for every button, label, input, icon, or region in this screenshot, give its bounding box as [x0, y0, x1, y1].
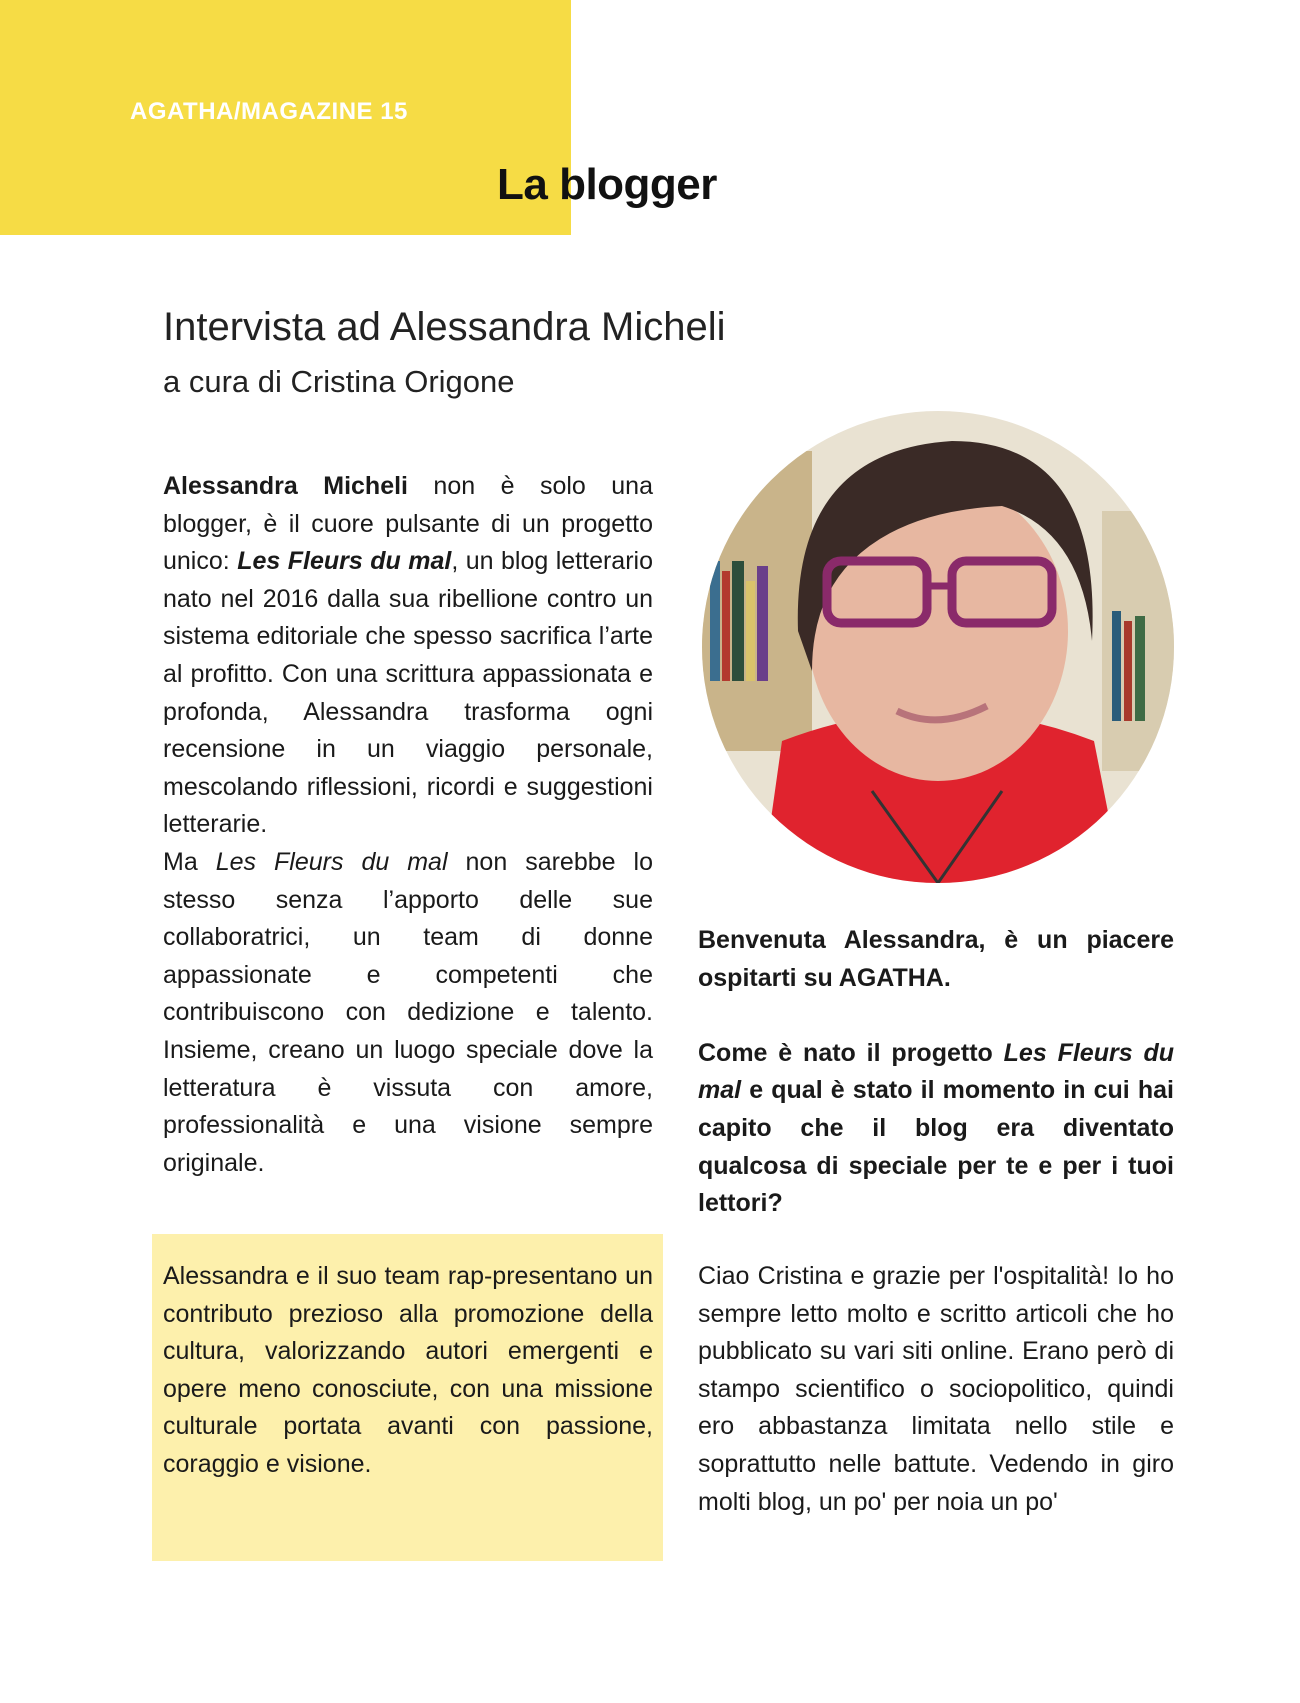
intro-paragraph-1: Alessandra Micheli non è solo una blogger, è il cuore pulsante di un progetto unico: Les Fleurs du mal, un blog letterario nato nel 2016 dalla sua ribellione contro un sistema editoriale che spesso sacrifica l’arte al profitto. Con una scrittura appassionata e profonda, Alessandra trasforma ogni recensione in un viaggio personale, mescolando riflessioni, ricordi e suggestioni letterarie.: [163, 472, 653, 839]
article-title: Intervista ad Alessandra Micheli: [163, 305, 726, 349]
interview-answer: [698, 1258, 1174, 1521]
highlight-text: Alessandra e il suo team rap-presentano un contributo prezioso alla promozione della cultura, valorizzando autori emergenti e opere meno conosciute, con una missione culturale portata avanti con passione, coraggio e visione.: [163, 1262, 653, 1478]
blog-name: Les Fleurs du mal: [215, 847, 448, 876]
blog-name: Les Fleurs du mal: [237, 547, 452, 576]
question-1: Benvenuta Alessandra, è un piacere ospitarti su AGATHA.: [698, 926, 1174, 992]
question-2: Come è nato il progetto Les Fleurs du mal e qual è stato il momento in cui hai capito che il blog era diventato qualcosa di speciale per te e per i tuoi lettori?: [698, 1038, 1174, 1218]
article-subtitle: a cura di Cristina Origone: [163, 364, 515, 399]
magazine-label: AGATHA/MAGAZINE 15: [130, 98, 408, 125]
blogger-portrait-photo: [702, 411, 1174, 883]
blog-name: Les Fleurs du mal: [698, 1038, 1174, 1105]
blogger-name: Alessandra Micheli: [163, 472, 408, 500]
interview-questions: [698, 922, 1174, 1223]
intro-column: [163, 468, 653, 1182]
intro-paragraph-2: Ma Les Fleurs du mal non sarebbe lo stesso senza l’apporto delle sue collaboratrici, un team di donne appassionate e competenti che contribuiscono con dedizione e talento. Insieme, creano un luogo speciale dove la letteratura è vissuta con amore, professionalità e una visione sempre originale.: [163, 847, 653, 1177]
answer-1: Ciao Cristina e grazie per l'ospitalità! Io ho sempre letto molto e scritto articoli che ho pubblicato su vari siti online. Erano però di stampo scientifico o sociopolitico, quindi ero abbastanza limitata nello stile e soprattutto nelle battute. Vedendo in giro molti blog, un po' per noia un po': [698, 1262, 1174, 1516]
section-title: La blogger: [497, 160, 717, 209]
